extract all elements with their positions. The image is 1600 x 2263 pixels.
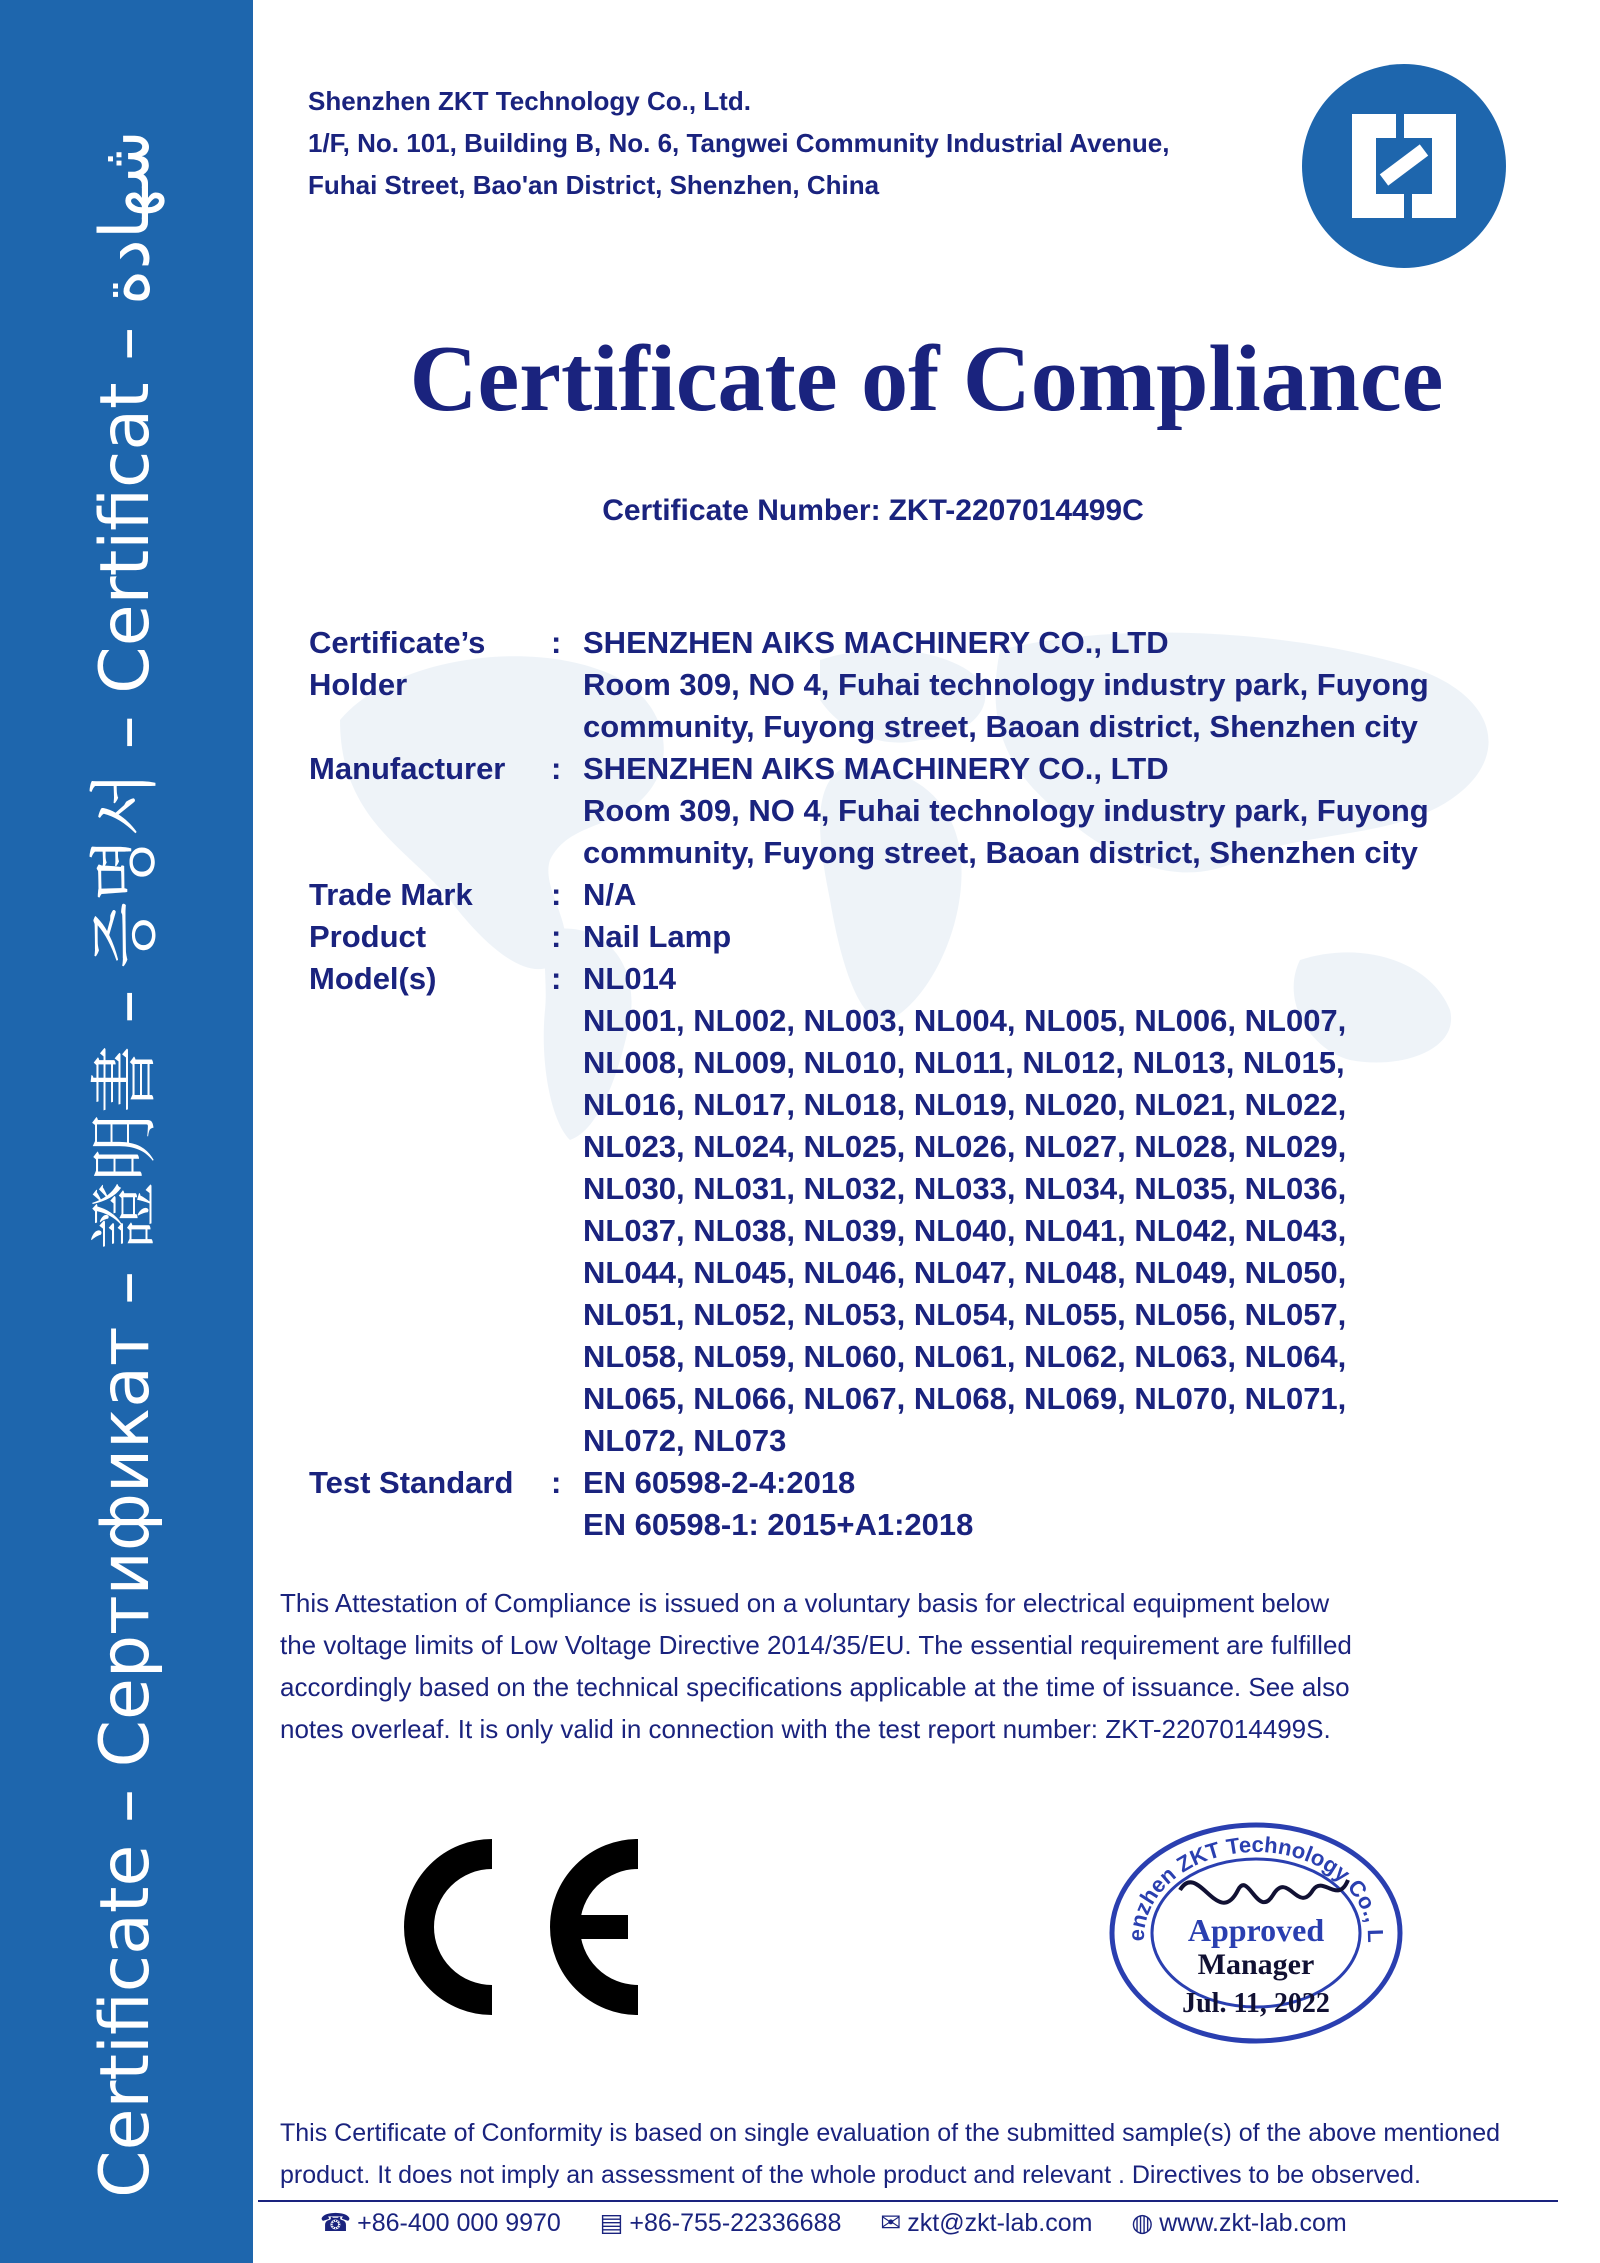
certificate-number-label: Certificate Number:: [602, 494, 881, 527]
holder-address-line-1: Room 309, NO 4, Fuhai technology industry park, Fuyong: [583, 667, 1429, 702]
sidebar-band: [0, 0, 253, 2263]
issuer-name: Shenzhen ZKT Technology Co., Ltd.: [308, 86, 751, 116]
trade-mark-value: N/A: [583, 877, 637, 912]
model-line: NL014: [583, 961, 677, 996]
footer-divider: [258, 2200, 1558, 2202]
test-standard-label: Test Standard: [309, 1465, 514, 1500]
test-standard-colon: :: [551, 1465, 562, 1500]
signature-icon: [1180, 1880, 1348, 1903]
website-link[interactable]: www.zkt-lab.com: [1159, 2209, 1347, 2237]
contact-phone: [320, 2205, 561, 2241]
manufacturer-name: SHENZHEN AIKS MACHINERY CO., LTD: [583, 751, 1169, 786]
model-line: NL001, NL002, NL003, NL004, NL005, NL006, NL007,: [583, 1003, 1347, 1038]
zkt-logo-icon: [1300, 62, 1508, 270]
attestation-line: This Attestation of Compliance is issued on a voluntary basis for electrical equipment below: [280, 1588, 1330, 1618]
holder-label-line-2: Holder: [309, 667, 408, 702]
models-values: [583, 958, 1346, 1462]
stamp-ring-text: enzhen ZKT Technology Co., L: [1123, 1831, 1389, 1943]
issuer-block: [308, 80, 1169, 206]
globe-icon: ◍: [1131, 2208, 1154, 2237]
approval-stamp: [1108, 1820, 1404, 2046]
holder-label-line-1: Certificate’s: [309, 625, 486, 660]
manufacturer-colon: :: [551, 751, 562, 786]
fax-number: +86-755-22336688: [629, 2209, 842, 2237]
model-line: NL058, NL059, NL060, NL061, NL062, NL063, NL064,: [583, 1339, 1347, 1374]
test-standard-values: [583, 1462, 973, 1546]
contact-web: [1131, 2205, 1346, 2241]
phone-number: +86-400 000 9970: [357, 2209, 561, 2237]
test-standard-line: EN 60598-2-4:2018: [583, 1465, 856, 1500]
conformity-note-line: This Certificate of Conformity is based on single evaluation of the submitted sample(s) of the above mentioned: [280, 2119, 1501, 2147]
attestation-paragraph: [280, 1582, 1480, 1750]
attestation-line: the voltage limits of Low Voltage Directive 2014/35/EU. The essential requirement are fulfilled: [280, 1630, 1352, 1660]
model-line: NL051, NL052, NL053, NL054, NL055, NL056, NL057,: [583, 1297, 1347, 1332]
ce-mark-icon: [380, 1832, 650, 2022]
models-colon: :: [551, 961, 562, 996]
model-line: NL037, NL038, NL039, NL040, NL041, NL042, NL043,: [583, 1213, 1347, 1248]
trade-mark-label: Trade Mark: [309, 877, 473, 912]
model-line: NL044, NL045, NL046, NL047, NL048, NL049, NL050,: [583, 1255, 1347, 1290]
phone-icon: ☎: [320, 2208, 352, 2237]
model-line: NL072, NL073: [583, 1423, 787, 1458]
stamp-role: Manager: [1197, 1948, 1315, 1981]
product-value: Nail Lamp: [583, 919, 732, 954]
conformity-note-line: product. It does not imply an assessment of the whole product and relevant . Directives to be observed.: [280, 2161, 1421, 2189]
contact-bar: [320, 2205, 1379, 2241]
fax-icon: ▤: [599, 2208, 624, 2237]
product-label: Product: [309, 919, 427, 954]
issuer-address-line-2: Fuhai Street, Bao'an District, Shenzhen, China: [308, 170, 880, 200]
manufacturer-values: [583, 748, 1429, 874]
model-line: NL023, NL024, NL025, NL026, NL027, NL028, NL029,: [583, 1129, 1347, 1164]
certificate-number: [253, 494, 1493, 528]
model-line: NL008, NL009, NL010, NL011, NL012, NL013, NL015,: [583, 1045, 1345, 1080]
certificate-number-value: ZKT-2207014499C: [888, 494, 1144, 527]
stamp-approved: Approved: [1187, 1912, 1325, 1948]
sidebar-vertical-text: Certificate – Сертификат – 證明書 – 증명서 – Certificat – شهادة: [86, 130, 165, 2198]
trade-mark-colon: :: [551, 877, 562, 912]
manufacturer-label: Manufacturer: [309, 751, 506, 786]
test-standard-line: EN 60598-1: 2015+A1:2018: [583, 1507, 974, 1542]
attestation-line: notes overleaf. It is only valid in connection with the test report number: ZKT-2207014499S.: [280, 1714, 1331, 1744]
holder-label: [309, 622, 549, 706]
attestation-line: accordingly based on the technical specifications applicable at the time of issuance. See also: [280, 1672, 1350, 1702]
holder-address-line-2: community, Fuyong street, Baoan district, Shenzhen city: [583, 709, 1418, 744]
email-icon: ✉: [880, 2208, 902, 2237]
holder-values: [583, 622, 1429, 748]
product-colon: :: [551, 919, 562, 954]
model-line: NL065, NL066, NL067, NL068, NL069, NL070, NL071,: [583, 1381, 1347, 1416]
contact-email: [880, 2205, 1092, 2241]
email-address[interactable]: zkt@zkt-lab.com: [907, 2209, 1093, 2237]
manufacturer-address-line-2: community, Fuyong street, Baoan district, Shenzhen city: [583, 835, 1418, 870]
model-line: NL030, NL031, NL032, NL033, NL034, NL035, NL036,: [583, 1171, 1347, 1206]
contact-fax: [600, 2205, 842, 2241]
holder-name: SHENZHEN AIKS MACHINERY CO., LTD: [583, 625, 1169, 660]
certificate-title: Certificate of Compliance: [409, 327, 1444, 431]
issuer-address-line-1: 1/F, No. 101, Building B, No. 6, Tangwei Community Industrial Avenue,: [308, 128, 1170, 158]
models-label: Model(s): [309, 961, 437, 996]
holder-colon: :: [551, 625, 562, 660]
manufacturer-address-line-1: Room 309, NO 4, Fuhai technology industry park, Fuyong: [583, 793, 1429, 828]
stamp-date: Jul. 11, 2022: [1182, 1988, 1330, 2019]
model-line: NL016, NL017, NL018, NL019, NL020, NL021, NL022,: [583, 1087, 1347, 1122]
conformity-note: [280, 2112, 1580, 2196]
